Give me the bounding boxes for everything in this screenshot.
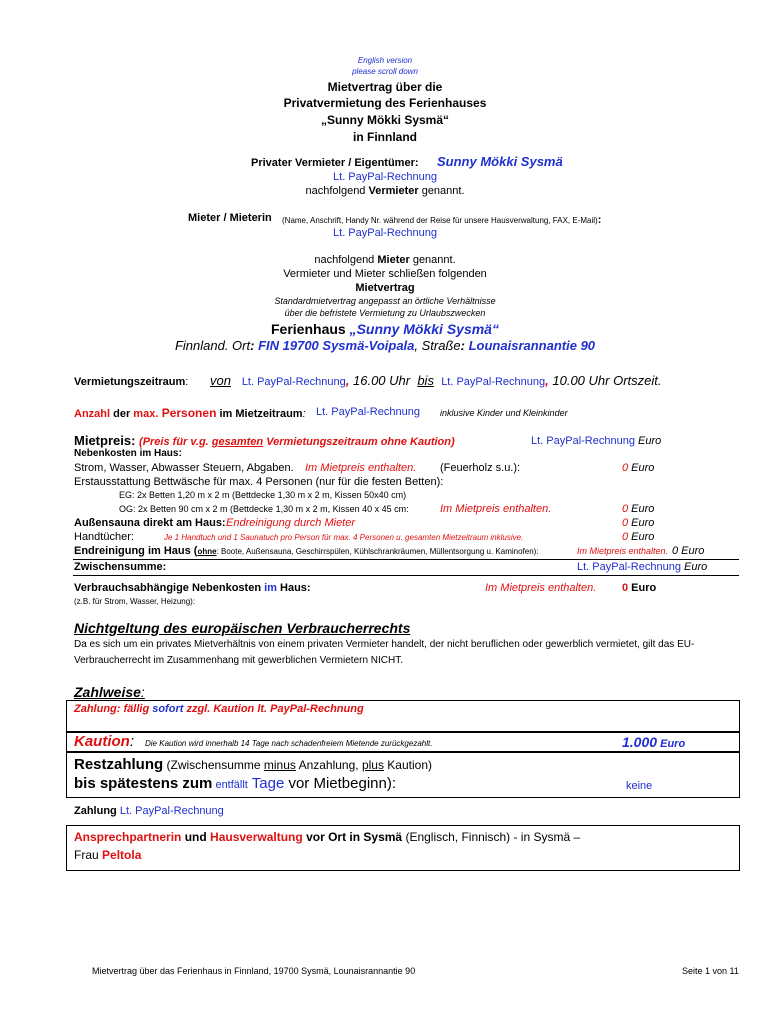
eu-law-text-2: Verbraucherrecht im Zusammenhang mit gewerblichen Vermietern NICHT.	[74, 655, 404, 666]
cleaning-included: Im Mietpreis enthalten.	[577, 546, 669, 556]
consumption-amount: 0 Euro	[622, 582, 657, 594]
payment-due: Zahlung: fällig sofort zzgl. Kaution lt. PayPal-Rechnung	[74, 703, 364, 715]
landlord-called: nachfolgend Vermieter genannt.	[305, 185, 465, 197]
utilities-text: Strom, Wasser, Abwasser Steuern, Abgaben.	[74, 462, 294, 474]
eu-law-text-1: Da es sich um ein privates Mietverhältnis von einem privaten Vermieter handelt, der nicht beruflichen oder gewerblich vermietet, gilt das EU-	[74, 639, 695, 650]
deposit-amount: 1.000 Euro	[622, 734, 686, 750]
subtotal-divider	[73, 559, 739, 560]
consumption-included: Im Mietpreis enthalten.	[485, 582, 597, 594]
rent-label: Mietpreis: (Preis für v.g. gesamten Vermietungszeitraum ohne Kaution)	[74, 433, 455, 448]
bed-og: OG: 2x Betten 90 cm x 2 m (Bettdecke 1,30 m x 2 m, Kissen 40 x 45 cm:	[119, 504, 409, 514]
house-heading: Ferienhaus „Sunny Mökki Sysmä“	[271, 321, 499, 337]
eu-law-title: Nichtgeltung des europäischen Verbraucherrechts	[74, 620, 411, 636]
towels-label: Handtücher:	[74, 531, 134, 543]
title-line-1: Mietvertrag über die	[327, 80, 443, 94]
title-line-4: in Finnland	[353, 130, 417, 144]
persons-label: Anzahl der max. Personen im Mietzeitraum:	[74, 406, 306, 420]
agreement-text: Vermieter und Mieter schließen folgenden	[283, 268, 487, 280]
deposit-note: Die Kaution wird innerhalb 14 Tage nach schadenfreiem Mietende zurückgezahlt.	[145, 739, 433, 748]
persons-inclusive: inklusive Kinder und Kleinkinder	[440, 408, 568, 418]
footer-left: Mietvertrag über das Ferienhaus in Finnland, 19700 Sysmä, Lounaisrannantie 90	[92, 966, 416, 976]
deposit-label: Kaution:	[74, 733, 134, 750]
tenant-label: Mieter / Mieterin	[188, 212, 272, 224]
tenant-paypal: Lt. PayPal-Rechnung	[333, 227, 437, 239]
subtotal-label: Zwischensumme:	[74, 561, 167, 573]
title-line-2: Privatvermietung des Ferienhauses	[283, 96, 487, 110]
scroll-down-hint: please scroll down	[352, 67, 418, 76]
contact-line-1: Ansprechpartnerin und Hausverwaltung vor Ort in Sysmä (Englisch, Finnisch) - in Sysmä –	[74, 830, 581, 844]
rest-payment-label: Restzahlung (Zwischensumme minus Anzahlung, plus Kaution)	[74, 756, 432, 773]
contact-line-2: Frau Peltola	[74, 848, 142, 862]
rest-payment-value: keine	[626, 780, 653, 792]
sauna-label: Außensauna direkt am Haus:	[74, 517, 226, 529]
rent-value: Lt. PayPal-Rechnung Euro	[531, 435, 662, 447]
subtotal-divider-bottom	[73, 575, 739, 576]
cleaning-label: Endreinigung im Haus (ohne: Boote, Außensauna, Geschirrspülen, Kühlschrankräumen, Müllentsorgung u. Kaminofen):	[74, 545, 539, 557]
bed-eg: EG: 2x Betten 1,20 m x 2 m (Bettdecke 1,30 m x 2 m, Kissen 50x40 cm)	[119, 490, 407, 500]
standard-contract-note: Standardmietvertrag angepasst an örtliche Verhältnisse	[274, 296, 496, 306]
towels-amount: 0 Euro	[622, 531, 655, 543]
linen-included: Im Mietpreis enthalten.	[440, 503, 552, 515]
subtotal-value: Lt. PayPal-Rechnung Euro	[577, 561, 708, 573]
payment-method: Zahlung Lt. PayPal-Rechnung	[74, 805, 224, 817]
sauna-note: Endreinigung durch Mieter	[226, 517, 356, 529]
linen-amount: 0 Euro	[622, 503, 655, 515]
landlord-paypal: Lt. PayPal-Rechnung	[333, 171, 437, 183]
footer-page-number: Seite 1 von 11	[682, 966, 739, 976]
persons-paypal: Lt. PayPal-Rechnung	[316, 406, 420, 418]
location-line: Finnland. Ort: FIN 19700 Sysmä-Voipala, Straße: Lounaisrannantie 90	[174, 338, 596, 353]
linen-text: Erstausstattung Bettwäsche für max. 4 Personen (nur für die festen Betten):	[74, 476, 444, 488]
tenant-hint: (Name, Anschrift, Handy Nr. während der Reise für unsere Hausverwaltung, FAX, E-Mail):	[282, 214, 602, 226]
english-version-link[interactable]: English version	[357, 56, 413, 65]
contract-word: Mietvertrag	[355, 282, 415, 294]
utilities-amount: 0 Euro	[622, 462, 655, 474]
utilities-included: Im Mietpreis enthalten.	[305, 462, 417, 474]
landlord-label: Privater Vermieter / Eigentümer:	[251, 157, 419, 169]
sauna-amount: 0 Euro	[622, 517, 655, 529]
side-costs-title: Nebenkosten im Haus:	[74, 448, 182, 459]
cleaning-amount: 0 Euro	[672, 545, 705, 557]
payment-title: Zahlweise:	[74, 684, 145, 700]
consumption-hint: (z.B. für Strom, Wasser, Heizung):	[74, 597, 196, 606]
title-line-3: „Sunny Mökki Sysmä“	[320, 113, 450, 127]
consumption-label: Verbrauchsabhängige Nebenkosten im Haus:	[74, 582, 311, 594]
period-value: von Lt. PayPal-Rechnung, 16.00 Uhr bis Lt. PayPal-Rechnung, 10.00 Uhr Ortszeit.	[210, 373, 662, 388]
fixed-term-note: über die befristete Vermietung zu Urlaubszwecken	[284, 308, 486, 318]
rest-payment-deadline: bis spätestens zum entfällt Tage vor Mietbeginn):	[74, 775, 397, 792]
firewood-note: (Feuerholz s.u.):	[440, 462, 521, 474]
tenant-called: nachfolgend Mieter genannt.	[314, 254, 456, 266]
towels-note: Je 1 Handtuch und 1 Saunatuch pro Person für max. 4 Personen u. gesamten Mietzeitraum inklusive.	[164, 533, 524, 542]
landlord-name: Sunny Mökki Sysmä	[437, 154, 563, 169]
period-label: Vermietungszeitraum:	[74, 376, 189, 388]
